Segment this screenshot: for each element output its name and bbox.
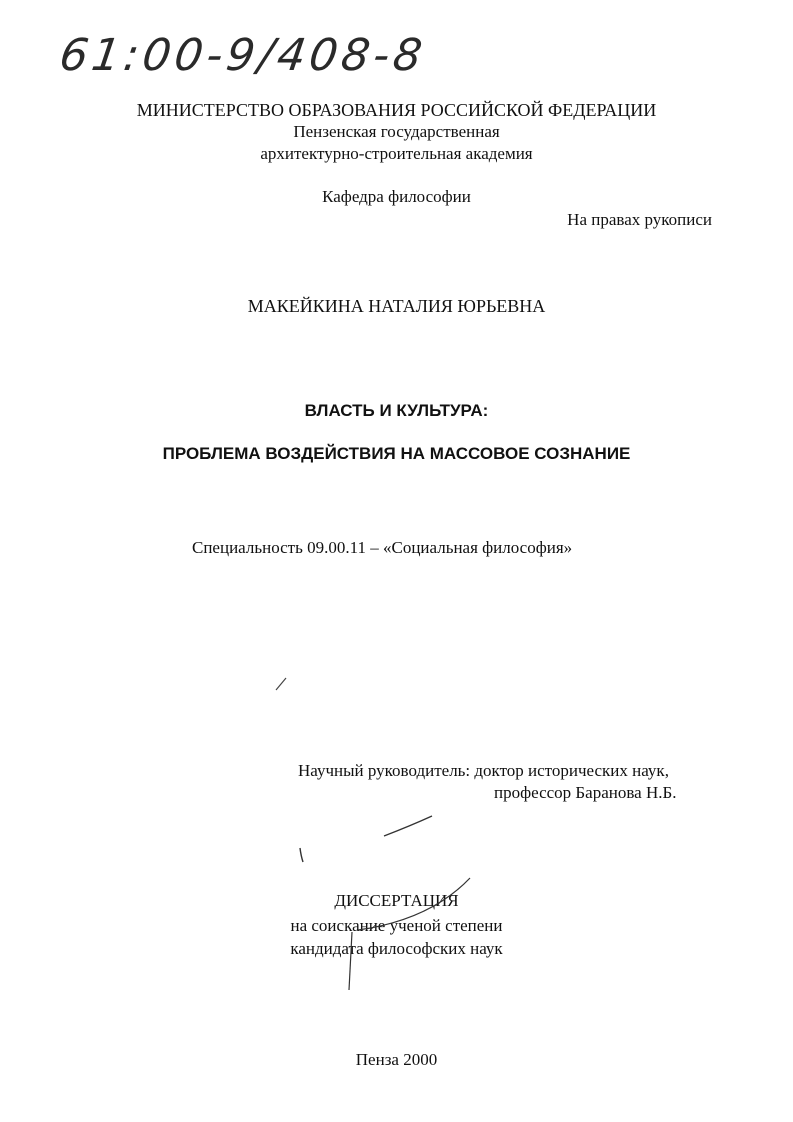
dissertation-heading: ДИССЕРТАЦИЯ [334, 891, 459, 910]
supervisor-name: профессор Баранова Н.Б. [494, 783, 677, 802]
institution-line-2: архитектурно-строительная академия [260, 144, 533, 163]
institution-line-1: Пензенская государственная [293, 122, 500, 141]
city-year: Пенза 2000 [355, 1050, 438, 1069]
author-name: МАКЕЙКИНА НАТАЛИЯ ЮРЬЕВНА [247, 296, 546, 316]
department-name: Кафедра философии [322, 187, 471, 206]
supervisor-label: Научный руководитель: доктор исторических наук, [298, 761, 669, 780]
dissertation-line-2: кандидата философских наук [290, 939, 503, 958]
handwritten-archive-code: 61:00-9/408-8 [56, 30, 429, 81]
ministry-heading: МИНИСТЕРСТВО ОБРАЗОВАНИЯ РОССИЙСКОЙ ФЕДЕРАЦИИ [136, 100, 657, 120]
title-line-1: ВЛАСТЬ И КУЛЬТУРА: [304, 401, 489, 420]
manuscript-note: На правах рукописи [567, 210, 712, 229]
pen-stroke-mark [300, 848, 303, 862]
specialty: Специальность 09.00.11 – «Социальная философия» [192, 538, 573, 557]
dissertation-line-1: на соискание ученой степени [290, 916, 503, 935]
title-line-2: ПРОБЛЕМА ВОЗДЕЙСТВИЯ НА МАССОВОЕ СОЗНАНИЕ [162, 444, 631, 463]
pen-stroke-mark [276, 678, 286, 690]
pen-stroke-mark [384, 816, 432, 836]
